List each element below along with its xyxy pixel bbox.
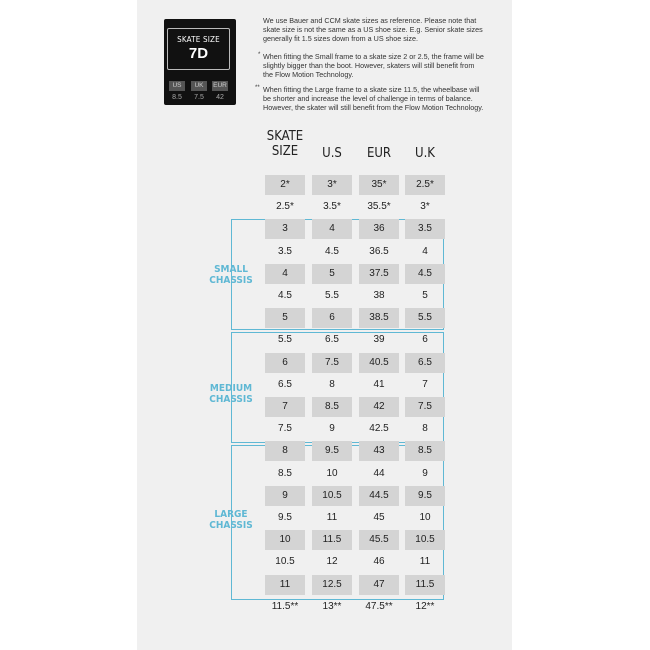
size-cell-eur: 39 — [373, 334, 385, 346]
size-cell-uk: 5.5 — [405, 308, 445, 328]
size-cell-uk: 3* — [420, 201, 430, 213]
size-cell-us: 3* — [312, 175, 352, 195]
small-note-line: the Flow Motion Technology. — [263, 70, 354, 79]
size-cell-us: 12 — [326, 556, 338, 568]
medium-chassis-label-line2: CHASSIS — [209, 394, 253, 405]
size-cell-us: 4.5 — [325, 245, 339, 257]
size-cell-uk: 8.5 — [405, 441, 445, 461]
size-cell-uk: 2.5* — [405, 175, 445, 195]
size-cell-skate-size: 8 — [265, 441, 305, 461]
size-cell-skate-size: 8.5 — [278, 467, 292, 479]
small-chassis-label-line2: CHASSIS — [209, 275, 253, 286]
size-cell-eur: 47.5** — [365, 600, 393, 612]
size-cell-uk: 10 — [419, 512, 431, 523]
size-cell-us: 7.5 — [312, 353, 352, 373]
size-cell-eur: 35.5* — [367, 201, 391, 213]
size-cell-skate-size: 11 — [265, 575, 305, 595]
size-cell-uk: 9.5 — [405, 486, 445, 506]
size-cell-uk: 6.5 — [405, 353, 445, 373]
small-note-line: When fitting the Small frame to a skate size 2 or 2.5, the frame will be — [263, 52, 484, 61]
size-cell-us: 6.5 — [325, 334, 339, 346]
size-cell-eur: 42.5 — [369, 423, 389, 435]
intro-note-line: generally fit 1.5 sizes down from a US shoe size. — [263, 34, 419, 43]
size-cell-eur: 35* — [359, 175, 399, 195]
size-cell-eur: 36 — [359, 219, 399, 239]
large-chassis-label-line1: LARGE — [214, 509, 248, 520]
size-cell-uk: 7 — [422, 378, 428, 390]
size-cell-us: 12.5 — [312, 575, 352, 595]
header-us: U.S — [322, 146, 342, 161]
size-cell-uk: 12** — [415, 600, 435, 612]
size-cell-skate-size: 4 — [265, 264, 305, 284]
large-chassis-label-line2: CHASSIS — [209, 520, 253, 531]
card-value-uk: 7.5 — [194, 94, 204, 101]
medium-chassis-label — [198, 383, 264, 405]
size-cell-skate-size: 11.5** — [271, 600, 299, 612]
header-skate-size-line2: SIZE — [271, 144, 299, 159]
large-note-line: be shorter and increase the level of challenge in terms of balance. — [263, 94, 473, 103]
intro-note-line: skate size is not the same as a US shoe size. E.g. Senior skate sizes — [263, 25, 483, 34]
size-cell-eur: 47 — [359, 575, 399, 595]
size-cell-uk: 6 — [422, 334, 428, 346]
size-cell-skate-size: 10 — [265, 530, 305, 550]
header-eur: EUR — [366, 146, 392, 161]
large-frame-note — [263, 85, 503, 112]
size-cell-skate-size: 6.5 — [278, 378, 292, 390]
header-skate-size — [265, 129, 305, 159]
card-tag-uk: UK — [191, 81, 207, 91]
size-cell-eur: 44.5 — [359, 486, 399, 506]
size-cell-uk: 11.5 — [405, 575, 445, 595]
size-cell-uk: 8 — [422, 423, 428, 435]
size-cell-us: 10.5 — [312, 486, 352, 506]
size-cell-us: 8 — [329, 378, 335, 390]
size-cell-us: 4 — [312, 219, 352, 239]
size-cell-skate-size: 9 — [265, 486, 305, 506]
size-cell-us: 5.5 — [325, 290, 339, 301]
size-cell-uk: 3.5 — [405, 219, 445, 239]
small-note-marker: * — [258, 52, 261, 58]
size-cell-eur: 38.5 — [359, 308, 399, 328]
size-cell-uk: 7.5 — [405, 397, 445, 417]
card-tag-eur: EUR — [213, 82, 227, 89]
large-note-line: When fitting the Large frame to a skate size 11.5, the wheelbase will — [263, 85, 480, 94]
small-chassis-label-line1: SMALL — [214, 264, 248, 275]
card-value-us: 8.5 — [172, 94, 182, 101]
size-cell-skate-size: 2* — [265, 175, 305, 195]
size-cell-us: 3.5* — [323, 201, 341, 213]
header-uk: U.K — [415, 146, 435, 161]
size-cell-eur: 46 — [373, 556, 385, 568]
size-cell-skate-size: 5 — [265, 308, 305, 328]
size-cell-skate-size: 7.5 — [278, 423, 292, 435]
size-cell-uk: 4.5 — [405, 264, 445, 284]
size-cell-uk: 4 — [422, 245, 428, 257]
size-cell-skate-size: 3 — [265, 219, 305, 239]
large-chassis-label — [198, 509, 264, 531]
size-cell-us: 10 — [326, 467, 338, 479]
size-cell-us: 8.5 — [312, 397, 352, 417]
size-cell-uk: 9 — [422, 467, 428, 479]
size-cell-skate-size: 3.5 — [278, 245, 292, 257]
size-cell-eur: 38 — [373, 290, 385, 301]
size-cell-eur: 40.5 — [359, 353, 399, 373]
size-cell-eur: 44 — [373, 467, 385, 479]
size-cell-skate-size: 10.5 — [275, 556, 295, 568]
size-cell-us: 13** — [322, 600, 342, 612]
small-note-line: slightly bigger than the boot. However, skaters will still benefit from — [263, 61, 475, 70]
card-tag-us: US — [169, 81, 185, 91]
large-note-marker: ** — [255, 85, 260, 91]
size-cell-skate-size: 2.5* — [276, 201, 294, 213]
large-note-line: However, the skater will still benefit from the Flow Motion Technology. — [263, 103, 484, 112]
size-cell-eur: 45.5 — [359, 530, 399, 550]
size-cell-us: 5 — [312, 264, 352, 284]
card-value-eur: 42 — [216, 94, 224, 101]
size-cell-us: 9 — [329, 423, 335, 435]
size-cell-skate-size: 6 — [265, 353, 305, 373]
intro-note-line: We use Bauer and CCM skate sizes as reference. Please note that — [263, 16, 477, 25]
size-cell-eur: 42 — [359, 397, 399, 417]
skate-size-card-value: 7D — [188, 45, 209, 62]
small-chassis-label — [198, 264, 264, 286]
size-cell-eur: 37.5 — [359, 264, 399, 284]
intro-note — [263, 16, 503, 43]
small-frame-note — [263, 52, 503, 79]
size-cell-eur: 36.5 — [369, 245, 389, 257]
header-skate-size-line1: SKATE — [266, 129, 304, 144]
size-cell-us: 6 — [312, 308, 352, 328]
size-cell-eur: 45 — [373, 512, 385, 523]
size-cell-uk: 10.5 — [405, 530, 445, 550]
size-cell-us: 11 — [326, 512, 338, 523]
medium-chassis-label-line1: MEDIUM — [209, 383, 253, 394]
size-cell-skate-size: 5.5 — [278, 334, 292, 346]
size-cell-eur: 43 — [359, 441, 399, 461]
size-cell-skate-size: 7 — [265, 397, 305, 417]
skate-size-card-label: SKATE SIZE — [177, 35, 220, 44]
size-cell-uk: 11 — [419, 556, 431, 568]
size-cell-uk: 5 — [422, 290, 428, 301]
size-cell-us: 11.5 — [312, 530, 352, 550]
size-cell-us: 9.5 — [312, 441, 352, 461]
size-cell-skate-size: 9.5 — [278, 512, 292, 523]
size-cell-skate-size: 4.5 — [278, 290, 292, 301]
size-cell-eur: 41 — [373, 378, 385, 390]
